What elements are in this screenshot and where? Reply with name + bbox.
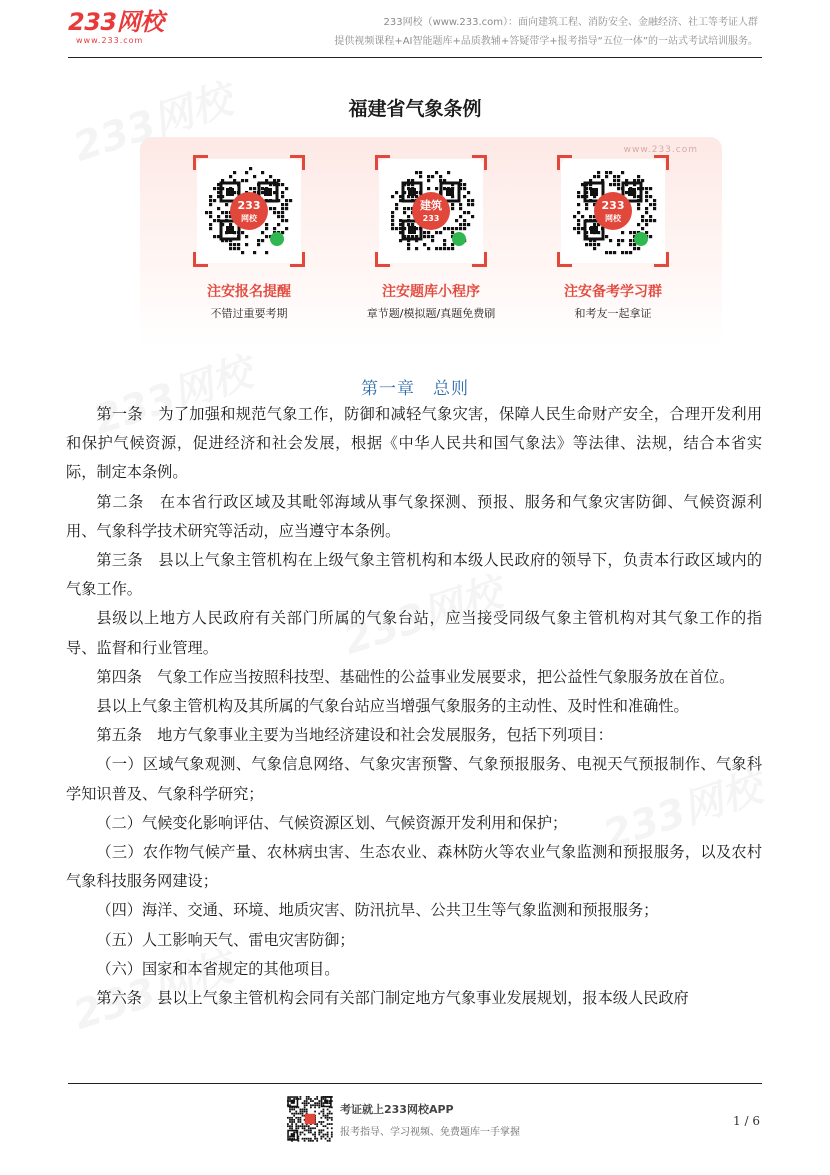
page-number: 1 / 6 [733, 1114, 760, 1128]
qr-code-frame [379, 159, 483, 263]
promo-title: 注安备考学习群 [564, 284, 662, 300]
promo-subtitle: 不错过重要考期 [210, 307, 288, 320]
article-paragraph: 第五条 地方气象事业主要为当地经济建设和社会发展服务，包括下列项目： [96, 726, 613, 745]
chapter-heading: 第一章 总则 [361, 379, 469, 399]
qr-code-frame [197, 159, 301, 263]
promo-title: 注安报名提醒 [207, 284, 291, 300]
article-paragraph: 第二条 在本省行政区域及其毗邻海域从事气象探测、预报、服务和气象灾害防御、气候资源利用、气象科学技术研究等活动，应当遵守本条例。 [66, 492, 762, 540]
promo-card-question-bank[interactable] [366, 159, 496, 321]
svg-text:233: 233 [422, 214, 440, 223]
svg-text:建筑: 建筑 [420, 199, 442, 212]
qr-code-icon[interactable] [205, 167, 293, 255]
svg-text:网校: 网校 [241, 214, 257, 223]
footer-app-subtitle: 报考指导、学习视频、免费题库一手掌握 [340, 1127, 520, 1138]
page-header [0, 0, 830, 60]
promo-card-registration-reminder[interactable] [184, 159, 314, 321]
article-paragraph: 第六条 县以上气象主管机构会同有关部门制定地方气象事业发展规划，报本级人民政府 [96, 989, 689, 1008]
article-paragraph: （一）区域气象观测、气象信息网络、气象灾害预警、气象预报服务、电视天气预报制作、气象科学知识普及、气象科学研究； [66, 755, 762, 803]
tagline-line-1: 233网校（www.233.com）：面向建筑工程、消防安全、金融经济、社工等考证人群 [383, 17, 758, 28]
article-paragraph: 第三条 县以上气象主管机构在上级气象主管机构和本级人民政府的领导下，负责本行政区域内的气象工作。 [66, 551, 762, 599]
promo-banner [140, 137, 722, 347]
article-paragraph: （四）海洋、交通、环境、地质灾害、防汛抗旱、公共卫生等气象监测和预报服务； [96, 901, 659, 920]
brand-logo[interactable] [68, 8, 164, 45]
article-paragraph: 第四条 气象工作应当按照科技型、基础性的公益事业发展要求，把公益性气象服务放在首位。 [96, 667, 735, 686]
header-tagline [334, 13, 758, 51]
svg-text:233: 233 [601, 199, 625, 212]
logo-url: www.233.com [76, 36, 144, 45]
svg-text:233: 233 [237, 199, 261, 212]
document-body [66, 400, 762, 1013]
article-paragraph: （五）人工影响天气、雷电灾害防御； [96, 930, 355, 949]
qr-code-icon[interactable] [387, 167, 475, 255]
article-paragraph: （二）气候变化影响评估、气候资源区划、气候资源开发利用和保护； [96, 813, 568, 832]
header-divider [68, 57, 762, 58]
svg-text:网校: 网校 [605, 214, 621, 223]
qr-code-frame [561, 159, 665, 263]
footer-app-title: 考证就上233网校APP [340, 1103, 454, 1116]
article-paragraph: （三）农作物气候产量、农林病虫害、生态农业、森林防火等农业气象监测和预报服务，以及农村气象科技服务网建设； [66, 843, 762, 891]
document-title: 福建省气象条例 [348, 98, 482, 120]
tagline-line-2: 提供视频课程+AI智能题库+品质教辅+答疑带学+报考指导“五位一体”的一站式考试培训服务。 [334, 36, 758, 47]
footer-divider [68, 1083, 762, 1084]
article-paragraph: （六）国家和本省规定的其他项目。 [96, 959, 340, 978]
banner-site-url: www.233.com [623, 145, 698, 155]
qr-code-icon[interactable] [569, 167, 657, 255]
article-paragraph: 县以上气象主管机构及其所属的气象台站应当增强气象服务的主动性、及时性和准确性。 [96, 697, 689, 716]
article-paragraph: 第一条 为了加强和规范气象工作，防御和减轻气象灾害，保障人民生命财产安全，合理开发利用和保护气候资源，促进经济和社会发展，根据《中华人民共和国气象法》等法律、法规，结合本省实际，制定本条例。 [66, 405, 762, 482]
logo-text: 233网校 [68, 8, 164, 36]
article-paragraph: 县级以上地方人民政府有关部门所属的气象台站，应当接受同级气象主管机构对其气象工作的指导、监督和行业管理。 [66, 609, 762, 657]
promo-card-study-group[interactable] [548, 159, 678, 321]
promo-subtitle: 和考友一起拿证 [574, 307, 652, 320]
promo-title: 注安题库小程序 [382, 284, 480, 300]
app-qr-code-icon[interactable] [287, 1096, 333, 1142]
promo-subtitle: 章节题/模拟题/真题免费刷 [366, 307, 496, 320]
